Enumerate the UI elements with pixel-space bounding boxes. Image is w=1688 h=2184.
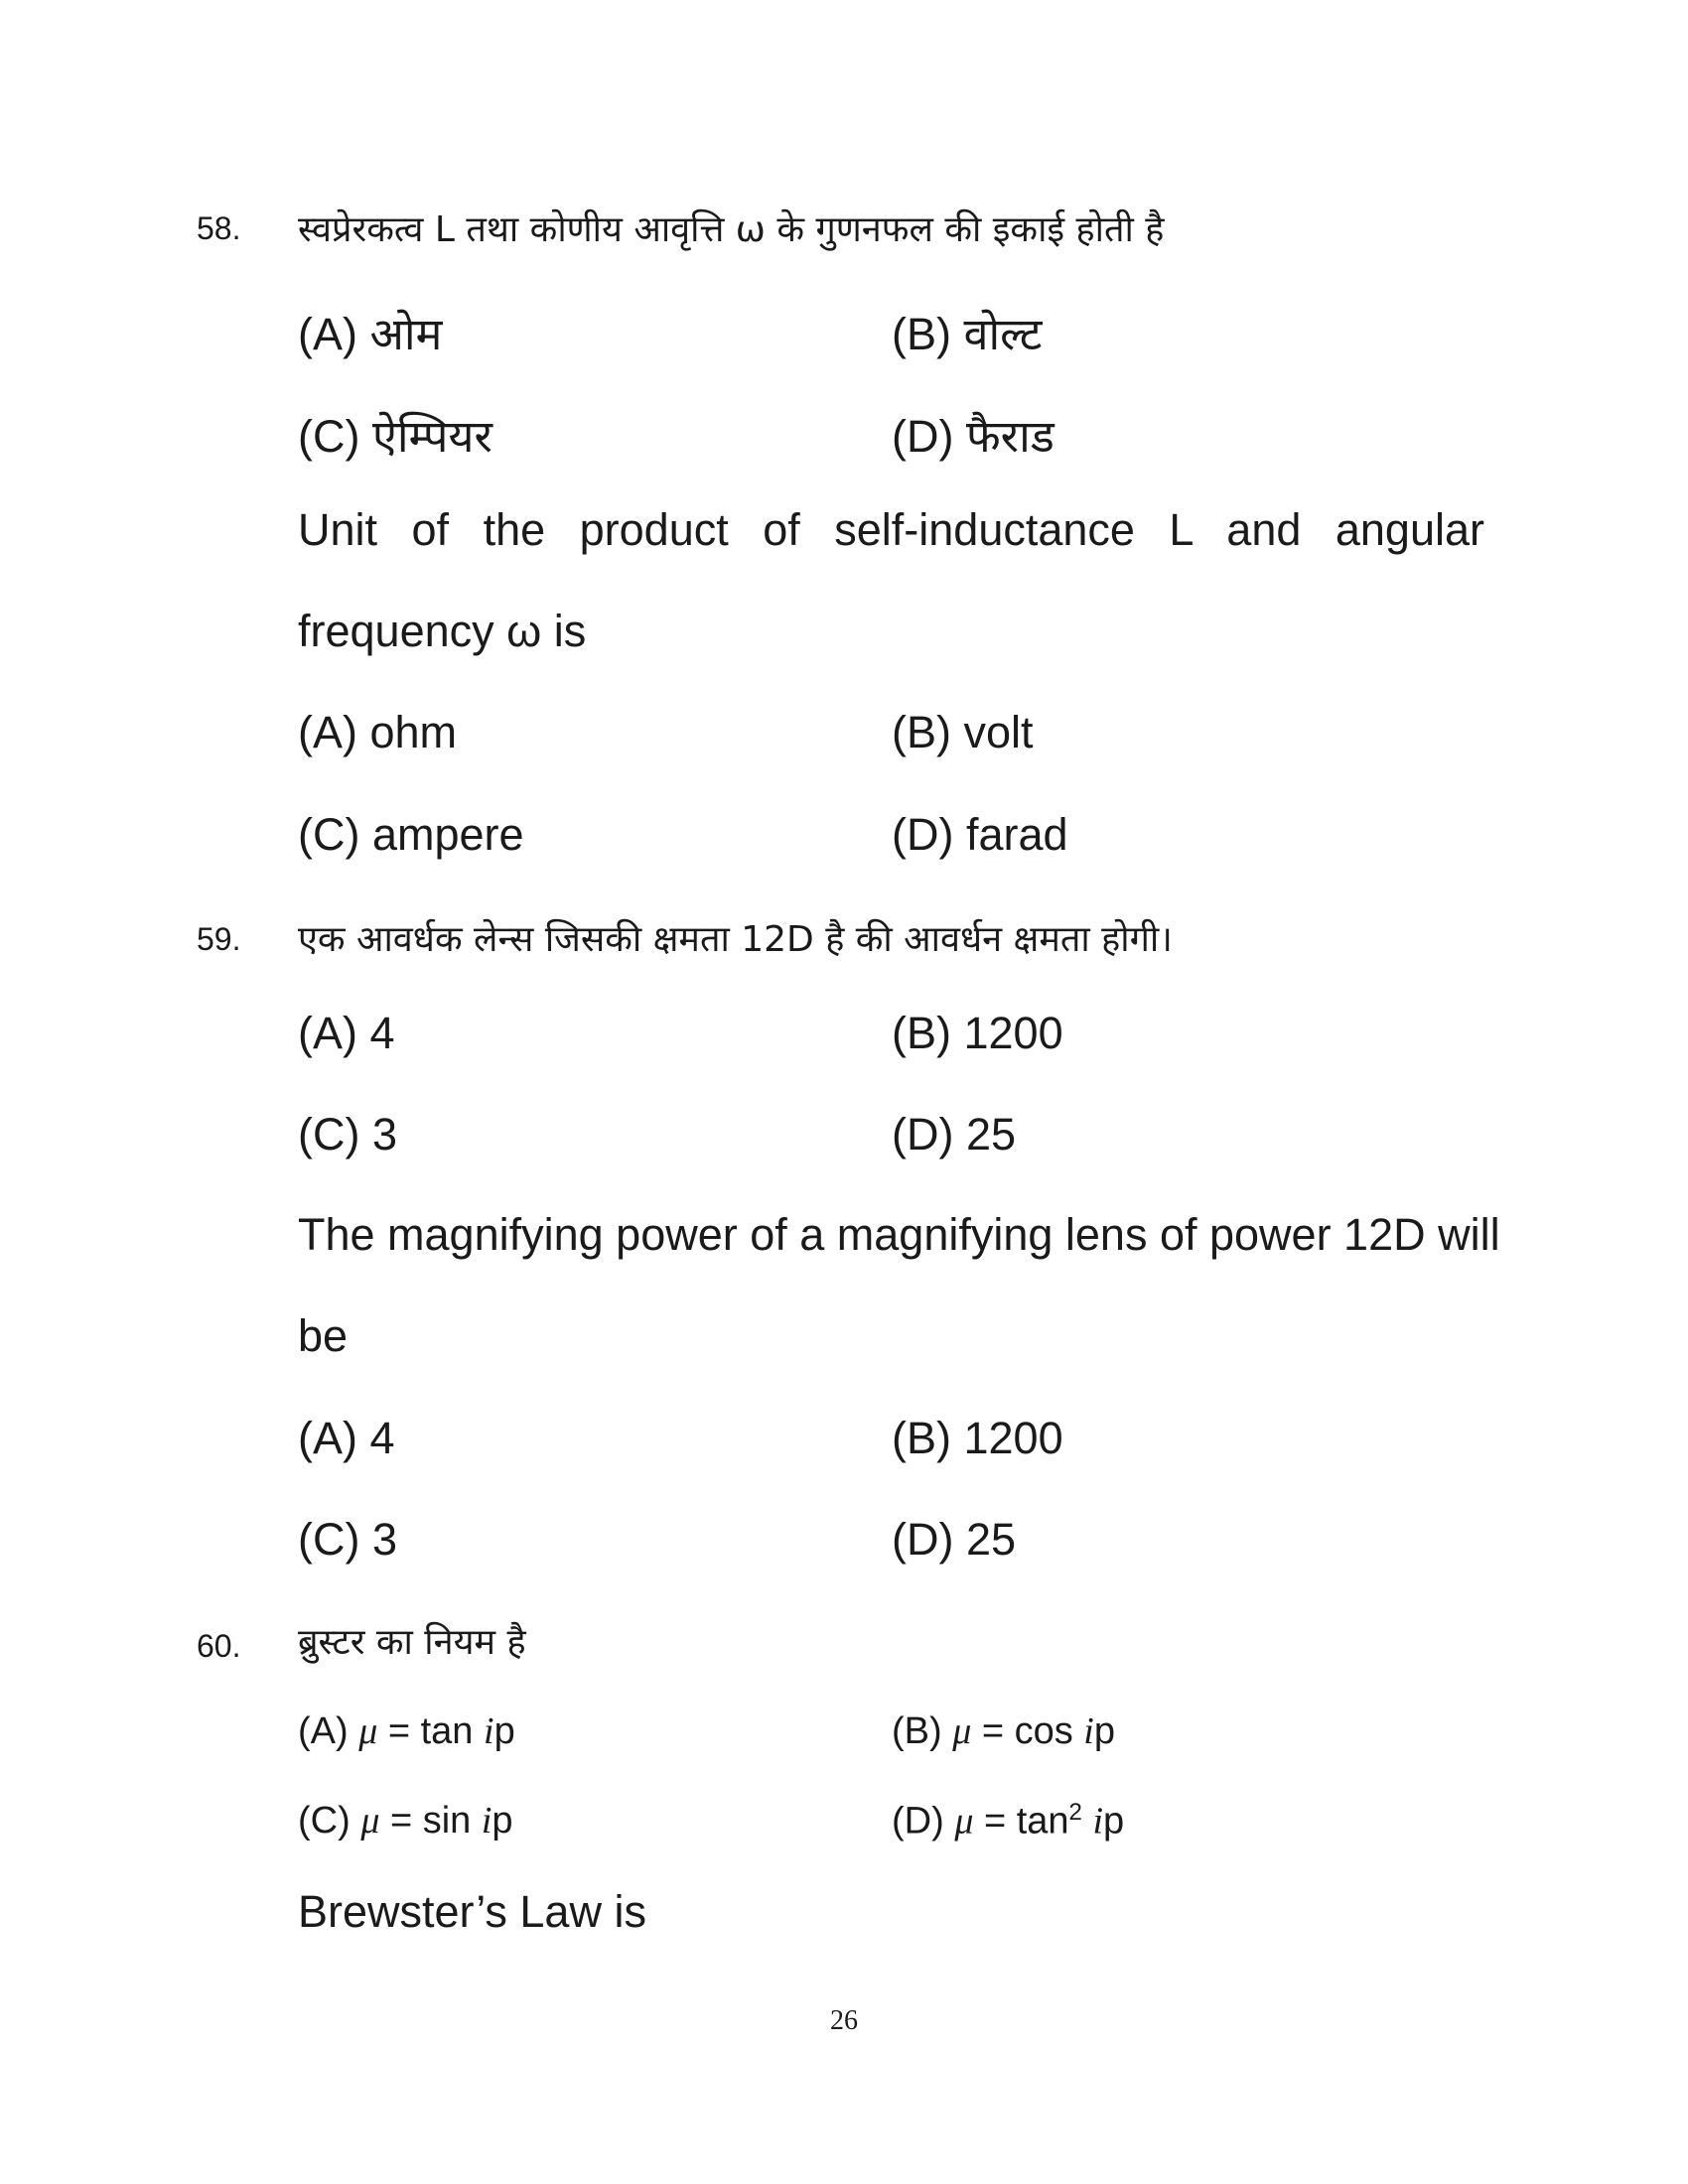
option-d-hindi: (D) 25 — [892, 1109, 1017, 1160]
mu-symbol: μ — [952, 1710, 972, 1752]
option-b-hindi: (B) 1200 — [892, 1008, 1063, 1058]
option-equation: = tan — [377, 1710, 484, 1752]
option-b — [892, 1709, 1115, 1753]
superscript: 2 — [1068, 1799, 1082, 1826]
option-label: (C) — [298, 1800, 351, 1842]
incidence-variable: i — [1092, 1800, 1104, 1843]
mu-symbol: μ — [358, 1710, 378, 1752]
option-label: (D) — [892, 1800, 944, 1843]
option-c: (C) ampere — [298, 809, 524, 860]
option-a: (A) 4 — [298, 1413, 395, 1463]
option-d: (D) 25 — [892, 1514, 1017, 1565]
option-d: (D) farad — [892, 809, 1068, 860]
page-number: 26 — [830, 2005, 858, 2036]
question-number: 59. — [197, 921, 241, 957]
mu-symbol: μ — [954, 1800, 974, 1843]
option-suffix: p — [492, 1800, 513, 1842]
option-suffix: p — [1103, 1800, 1125, 1843]
question-text-hindi: ब्रुस्टर का नियम है — [298, 1622, 526, 1663]
option-c — [298, 1799, 513, 1843]
option-suffix: p — [493, 1710, 515, 1752]
question-text-hindi: एक आवर्धक लेन्स जिसकी क्षमता 12D है की आवर्धन क्षमता होगी। — [298, 919, 1173, 960]
question-text-english: Brewster’s Law is — [298, 1886, 646, 1937]
incidence-variable: i — [481, 1800, 492, 1842]
question-text-english: Unit of the product of self-inductance L and angular — [298, 504, 1484, 555]
option-b: (B) 1200 — [892, 1413, 1063, 1463]
question-text-hindi: स्वप्रेरकत्व L तथा कोणीय आवृत्ति ω के गुणनफल की इकाई होती है — [298, 209, 1165, 250]
option-a-hindi: (A) 4 — [298, 1008, 395, 1058]
option-equation: = sin — [379, 1800, 482, 1842]
incidence-variable: i — [1083, 1710, 1094, 1752]
option-b-hindi: (B) वोल्ट — [892, 309, 1043, 359]
option-c-hindi: (C) ऐम्पियर — [298, 411, 492, 462]
question-text-english: The magnifying power of a magnifying lens of power 12D will — [298, 1209, 1500, 1260]
option-d-hindi: (D) फैराड — [892, 411, 1055, 462]
question-number: 60. — [197, 1628, 241, 1664]
option-a — [298, 1709, 515, 1753]
option-equation: = tan — [973, 1800, 1069, 1843]
incidence-variable: i — [484, 1710, 494, 1752]
option-d — [892, 1799, 1124, 1843]
option-label: (A) — [298, 1710, 349, 1752]
option-b: (B) volt — [892, 707, 1034, 757]
option-suffix: p — [1093, 1710, 1115, 1752]
option-a: (A) ohm — [298, 707, 458, 757]
question-text-english-cont: frequency ω is — [298, 606, 587, 656]
option-c-hindi: (C) 3 — [298, 1109, 397, 1160]
question-text-english-cont: be — [298, 1310, 349, 1361]
option-equation: = cos — [971, 1710, 1084, 1752]
mu-symbol: μ — [360, 1800, 380, 1842]
option-label: (B) — [892, 1710, 942, 1752]
question-number: 58. — [197, 210, 241, 246]
option-c: (C) 3 — [298, 1514, 397, 1565]
option-a-hindi: (A) ओम — [298, 309, 443, 359]
